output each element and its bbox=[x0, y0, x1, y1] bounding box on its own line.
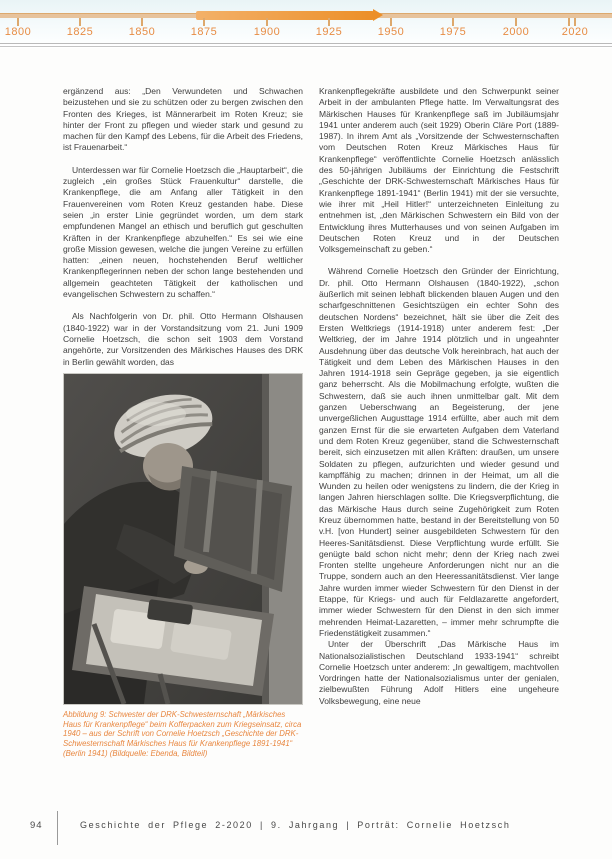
timeline-tick bbox=[203, 18, 205, 26]
timeline-year-label: 1825 bbox=[66, 26, 94, 38]
timeline-year-label: 1925 bbox=[315, 26, 343, 38]
timeline-tick bbox=[79, 18, 81, 26]
journal-info-line: Geschichte der Pflege 2-2020 | 9. Jahrgang | Porträt: Cornelie Hoetzsch bbox=[80, 820, 511, 830]
timeline-highlight-arrow bbox=[196, 11, 374, 20]
timeline-tick bbox=[568, 18, 570, 26]
timeline-tick bbox=[141, 18, 143, 26]
historical-photo bbox=[63, 373, 303, 705]
photo-illustration bbox=[64, 374, 302, 704]
footer-divider bbox=[57, 811, 58, 845]
paragraph: Unter der Überschrift „Das Märkische Haus im Nationalsozialistischen Deutschland 1933-1941“ schreibt Cornelie Hoetzsch unter anderem: „In gewaltigem, machtvollen Vordringen hatte der Nationalsozialismus unter der genialen, zielbewußten Führung Adolf Hitlers eine ungeheure Volksbewegung, eine neue bbox=[319, 639, 559, 706]
timeline-year-label: 1950 bbox=[377, 26, 405, 38]
arrow-right-icon bbox=[373, 9, 383, 21]
timeline-year-label: 1850 bbox=[128, 26, 156, 38]
timeline-tick bbox=[17, 18, 19, 26]
timeline-tick bbox=[266, 18, 268, 26]
article-body bbox=[63, 86, 559, 758]
figure-caption: Abbildung 9: Schwester der DRK-Schwesternschaft „Märkisches Haus für Krankenpflege“ beim Kofferpacken zum Kriegseinsatz, circa 1940 – aus der Schrift von Cornelie Hoetzsch „Geschichte der DRK-Schwesternschaft Märkisches Haus für Krankenpflege 1891-1941“ (Berlin 1941) (Bildquelle: Ebenda, Bildteil) bbox=[63, 709, 302, 758]
timeline-tick bbox=[515, 18, 517, 26]
timeline-year-label: 1900 bbox=[253, 26, 281, 38]
paragraph: ergänzend aus: „Den Verwundeten und Schwachen beizustehen und sie zu schützen oder zu bergen zwischen den Fronten des Krieges, ist Männerarbeit im Roten Kreuz; sie hinter der Front zu pflegen und wieder stark und gesund zu machen für den Kampf des Lebens, für die Arbeit des Friedens, ist Frauenarbeit.“ bbox=[63, 86, 303, 153]
timeline-tick bbox=[328, 18, 330, 26]
right-column bbox=[319, 86, 559, 758]
page-footer bbox=[0, 811, 612, 845]
timeline-year-label: 2000 bbox=[502, 26, 530, 38]
timeline-tick bbox=[452, 18, 454, 26]
timeline-year-label: 1875 bbox=[190, 26, 218, 38]
paragraph: Krankenpflegekräfte ausbildete und den Schwerpunkt seiner Arbeit in der ambulanten Pflege hatte. Im Verwaltungsrat des Märkischen Hauses für Krankenpflege saß im Jubiläumsjahr 1941 unter anderem auch (seit 1929) Oberin Cläre Port (1889-1987). In ihrem Amt als „Vorsitzende der Schwesternschaften vom Deutschen Roten Kreuz Märkisches Haus für Krankenpflege“ veröffentlichte Cornelie Hoetzsch anlässlich des 50-jährigen Jubiläums der Einrichtung die Festschrift „Geschichte der DRK-Schwesternschaft Märkisches Haus für Krankenpflege 1891-1941“ (Berlin 1941) mit der sie versuchte, wie ihrer mit „Heil Hitler!“ unterzeichneten Einleitung zu entnehmen ist, „den Märkischen Schwestern ein Bild von der Entwicklung ihres Mutterhauses und von seinen Aufgaben im Deutschen Roten Kreuz und in der Deutschen Volksgemeinschaft zu geben.“ bbox=[319, 86, 559, 255]
paragraph: Unterdessen war für Cornelie Hoetzsch die „Hauptarbeit“, die zugleich „ein großes Stück Frauenkultur“ darstelle, die Krankenpflege, die am Anfang aller Tätigkeit in den Frauenvereinen vom Roten Kreuz gestanden habe. Diese seien „in erster Linie gegründet worden, um dem stark empfundenen Mangel an ethisch und beruflich gut geschulten Kräften in der Krankenpflege abzuhelfen.“ Es sei wie eine große Mission gewesen, welche die jungen Vereine zu erfüllen hatten: „einen neuen, hochstehenden Beruf weltlicher Krankenpflegerinnen neben der schon lange bestehenden und allgemein geachteten Tätigkeit der katholischen und evangelischen Schwestern zu schaffen.“ bbox=[63, 164, 303, 300]
paragraph: Als Nachfolgerin von Dr. phil. Otto Hermann Olshausen (1840-1922) war in der Vorstandsitzung vom 21. Juni 1909 Cornelie Hoetzsch, die schon seit 1903 dem Vorstand angehörte, zur Vorsitzenden des Märkisches Hauses des DRK in Berlin gewählt worden, das bbox=[63, 311, 303, 367]
timeline bbox=[0, 0, 612, 48]
left-column bbox=[63, 86, 303, 758]
timeline-year-label: 1800 bbox=[4, 26, 32, 38]
page-number: 94 bbox=[30, 820, 43, 831]
timeline-year-label: 1975 bbox=[439, 26, 467, 38]
timeline-divider-rules bbox=[0, 43, 612, 47]
timeline-year-label: 2020 bbox=[561, 26, 589, 38]
timeline-tick bbox=[574, 18, 576, 26]
paragraph: Während Cornelie Hoetzsch den Gründer der Einrichtung, Dr. phil. Otto Hermann Olshausen (1840-1922), „schon äußerlich mit seinen lebhaft blickenden blauen Augen und den scharfgeschnittenen Gesichtszügen ein echter Sohn des deutschen Nordens“ bezeichnet, hält sie über die Zeit des Ersten Weltkriegs (1914-1918) unter anderem fest: „Der Weltkrieg, der im Jahre 1914 plötzlich und in ungeahnter Ausdehnung über das deutsche Volk hereinbrach, hat auch der Tätigkeit und dem Leben des Märkischen Hauses in den Jahren 1914-1918 sein Gepräge gegeben, ja sie eigentlich ganz beherrscht. Als die Mobilmachung erfolgte, wußten die Schwestern, daß sie auch ihnen unmittelbar galt. Mit dem ganzen Ueberschwang an Begeisterung, der jene unvergeßlichen Augusttage 1914 erfüllte, aber auch mit dem ganzen Ernst für die sie erwarteten Aufgaben dem Vaterland und dem Roten Kreuz gegenüber, stand die Schwesternschaft bereit, sich einzusetzen mit allen Kräften: draußen, um unsere Soldaten zu pflegen, aufzurichten und wieder gesund und kampffähig zu machen; drinnen in der Heimat, um all die Wunden zu heilen oder wenigstens zu lindern, die der Krieg in langen Jahren hierschlagen sollte. Die Kriegsverpflichtung, die das Märkische Haus durch seine Zugehörigkeit zum Roten Kreuz übernommen hatte, bestand in der Bereitstellung von 50 v.H. [von Hundert] seiner ausgebildeten Schwestern für den Heeres-Sanitätsdienst. Diese Verpflichtung wurde erfüllt. Sie genügte bald schon nicht mehr; denn der Krieg nach zwei Fronten stellte ungeheure Anforderungen nicht nur an die Truppe, sondern auch an den Heeressanitätsdienst. Vier lange Jahre wurden immer wieder Schwestern für den Dienst in der Etappe, für Kriegs- und auch für Feldlazarette angefordert, immer wieder Schwestern für den Dienst in den sich immer mehrenden Heimat-Lazaretten, – immer mehr schrumpfte die Friedenstätigkeit zusammen.“ bbox=[319, 266, 559, 638]
timeline-tick bbox=[390, 18, 392, 26]
